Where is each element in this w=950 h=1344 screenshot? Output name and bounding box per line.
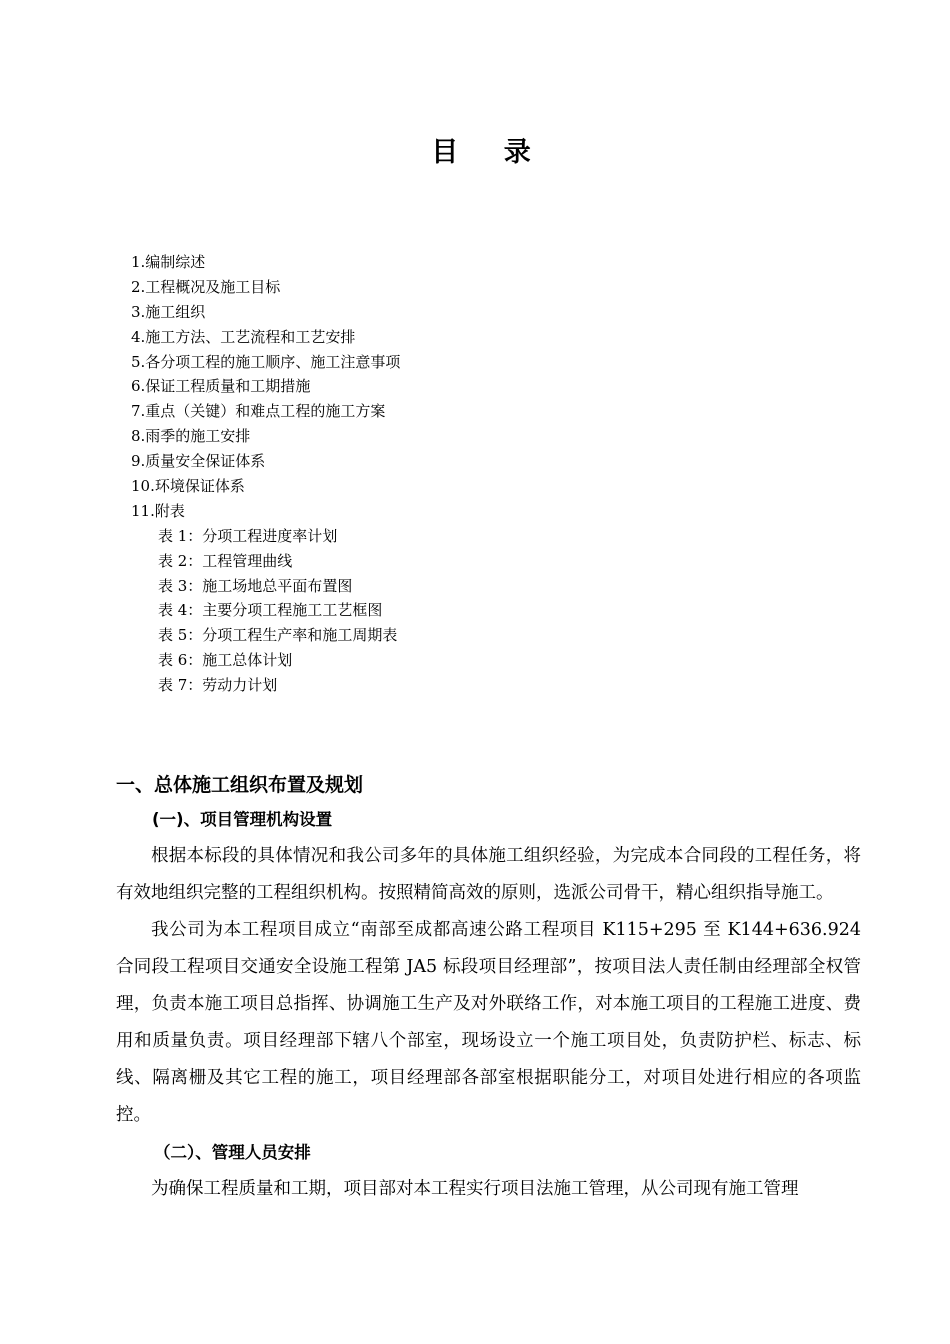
toc-item: 2.工程概况及施工目标 xyxy=(131,277,281,296)
section-body xyxy=(116,801,861,1208)
subsection-heading: （二）、管理人员安排 xyxy=(154,1143,311,1162)
toc-item: 5.各分项工程的施工顺序、施工注意事项 xyxy=(131,352,401,371)
toc-subitem: 表 1：分项工程进度率计划 xyxy=(158,526,338,545)
toc-item: 8.雨季的施工安排 xyxy=(131,427,251,446)
toc-subitem: 表 3：施工场地总平面布置图 xyxy=(158,576,353,595)
toc-list xyxy=(131,250,400,698)
toc-item: 6.保证工程质量和工期措施 xyxy=(131,377,311,396)
toc-subitem: 表 5：分项工程生产率和施工周期表 xyxy=(158,626,398,645)
toc-item: 4.施工方法、工艺流程和工艺安排 xyxy=(131,327,356,346)
subsection-heading: (一)、项目管理机构设置 xyxy=(152,810,333,829)
paragraph: 为确保工程质量和工期，项目部对本工程实行项目法施工管理，从公司现有施工管理 xyxy=(151,1179,799,1199)
paragraph: 我公司为本工程项目成立“南部至成都高速公路工程项目 K115+295 至 K144+636.924 合同段工程项目交通安全设施工程第 JA5 标段项目经理部”，按项目法人责任制由经理部全权管理，负责本施工项目总指挥、协调施工生产及对外联络工作，对本施工项目的工程施工进度、费用和质量负责。项目经理部下辖八个部室，现场设立一个施工项目处，负责防护栏、标志、标线、隔离栅及其它工程的施工，项目经理部各部室根据职能分工，对项目处进行相应的各项监控。 xyxy=(116,920,861,1125)
toc-title: 目 录 xyxy=(431,137,549,168)
toc-subitem: 表 4：主要分项工程施工工艺框图 xyxy=(158,601,383,620)
toc-item: 9.质量安全保证体系 xyxy=(131,452,266,471)
toc-subitem: 表 7：劳动力计划 xyxy=(158,676,278,695)
paragraph: 根据本标段的具体情况和我公司多年的具体施工组织经验，为完成本合同段的工程任务，将有效地组织完整的工程组织机构。按照精简高效的原则，选派公司骨干，精心组织指导施工。 xyxy=(116,846,861,903)
section-heading: 一、总体施工组织布置及规划 xyxy=(116,774,364,796)
toc-item: 3.施工组织 xyxy=(131,302,206,321)
toc-subitem: 表 2：工程管理曲线 xyxy=(158,551,293,570)
toc-item: 1.编制综述 xyxy=(131,253,206,271)
toc-item: 11.附表 xyxy=(131,501,185,520)
toc-item: 10.环境保证体系 xyxy=(131,477,245,496)
toc-subitem: 表 6：施工总体计划 xyxy=(158,651,293,670)
toc-item: 7.重点（关键）和难点工程的施工方案 xyxy=(131,402,386,421)
